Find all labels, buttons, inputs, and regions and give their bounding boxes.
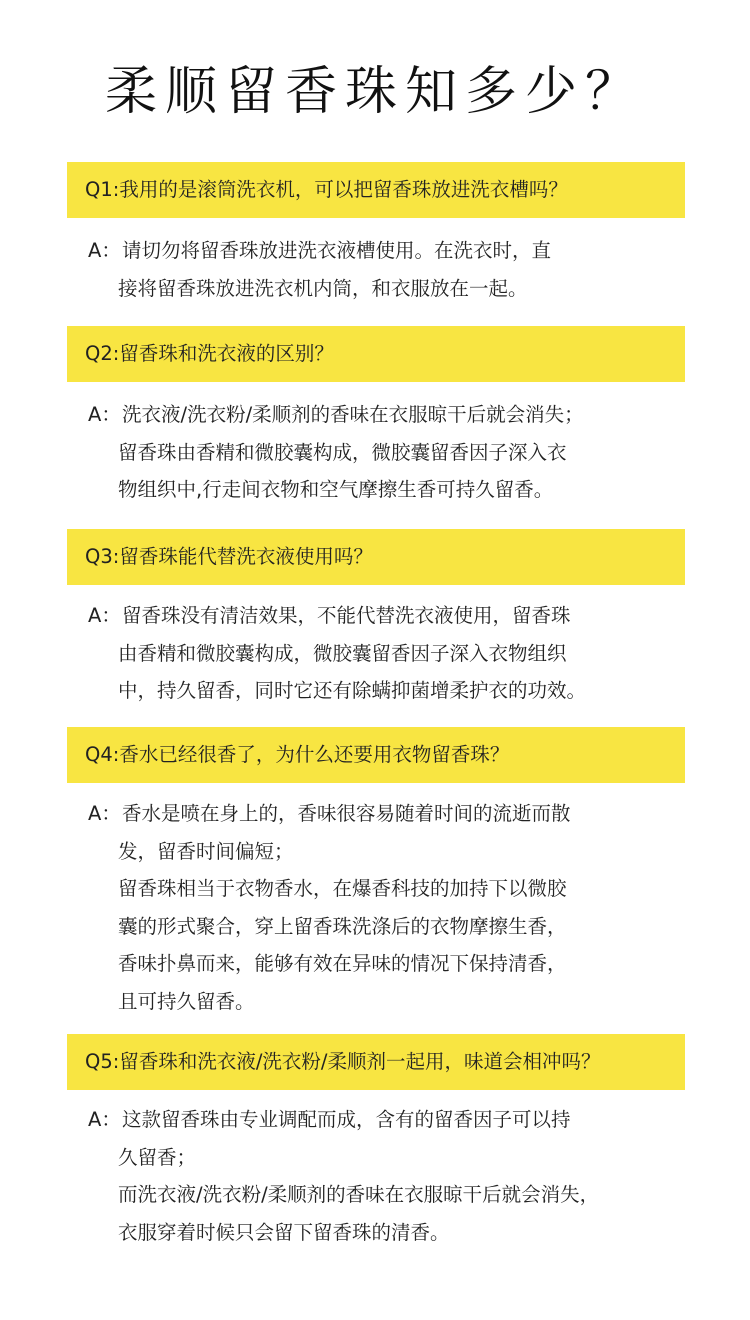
answer-line: 这款留香珠由专业调配而成，含有的留香因子可以持 xyxy=(122,1108,571,1131)
question-text-3: Q3:留香珠能代替洗衣液使用吗？ xyxy=(85,545,373,568)
answer-prefix: A： xyxy=(88,604,121,627)
answer-prefix: A： xyxy=(88,802,121,825)
question-text-1: Q1:我用的是滚筒洗衣机，可以把留香珠放进洗衣槽吗？ xyxy=(85,178,568,201)
answer-line: 久留香； xyxy=(118,1145,197,1169)
answer-line: 且可持久留香。 xyxy=(118,989,255,1013)
answer-line: 接将留香珠放进洗衣机内筒，和衣服放在一起。 xyxy=(118,276,528,300)
question-bar-4 xyxy=(67,727,685,783)
answer-line: 留香珠由香精和微胶囊构成，微胶囊留香因子深入衣 xyxy=(118,440,567,464)
answer-line: 物组织中,行走间衣物和空气摩擦生香可持久留香。 xyxy=(118,478,554,501)
answer-line: 香水是喷在身上的，香味很容易随着时间的流逝而散 xyxy=(122,802,571,825)
answer-line: 香味扑鼻而来，能够有效在异味的情况下保持清香， xyxy=(118,952,567,975)
question-text-5: Q5:留香珠和洗衣液/洗衣粉/柔顺剂一起用，味道会相冲吗？ xyxy=(85,1050,601,1073)
answer-prefix: A： xyxy=(88,403,121,426)
answer-block-1 xyxy=(88,232,728,307)
question-bar-1 xyxy=(67,162,685,218)
question-bar-3 xyxy=(67,529,685,585)
answer-line: 中，持久留香，同时它还有除螨抑菌增柔护衣的功效。 xyxy=(118,679,587,702)
answer-line: 请切勿将留香珠放进洗衣液槽使用。在洗衣时，直 xyxy=(122,239,552,262)
answer-line: 留香珠没有清洁效果，不能代替洗衣液使用，留香珠 xyxy=(122,604,571,627)
answer-block-2 xyxy=(88,396,728,509)
answer-block-3 xyxy=(88,597,728,710)
answer-line: 留香珠相当于衣物香水，在爆香科技的加持下以微胶 xyxy=(118,877,567,900)
question-bar-2 xyxy=(67,326,685,382)
question-text-4: Q4:香水已经很香了，为什么还要用衣物留香珠？ xyxy=(85,743,510,766)
question-text-2: Q2:留香珠和洗衣液的区别？ xyxy=(85,342,334,365)
answer-block-4 xyxy=(88,795,728,1020)
answer-line: 衣服穿着时候只会留下留香珠的清香。 xyxy=(118,1220,450,1244)
answer-line: 由香精和微胶囊构成，微胶囊留香因子深入衣物组织 xyxy=(118,641,567,665)
answer-line: 发，留香时间偏短； xyxy=(118,839,294,863)
answer-line: 囊的形式聚合，穿上留香珠洗涤后的衣物摩擦生香， xyxy=(118,914,567,938)
answer-line: 而洗衣液/洗衣粉/柔顺剂的香味在衣服晾干后就会消失， xyxy=(118,1183,600,1206)
answer-prefix: A： xyxy=(88,239,121,262)
question-bar-5 xyxy=(67,1034,685,1090)
answer-prefix: A： xyxy=(88,1108,121,1131)
page-title: 柔顺留香珠知多少？ xyxy=(104,62,645,122)
answer-line: 洗衣液/洗衣粉/柔顺剂的香味在衣服晾干后就会消失； xyxy=(122,403,584,426)
answer-block-5 xyxy=(88,1101,728,1251)
